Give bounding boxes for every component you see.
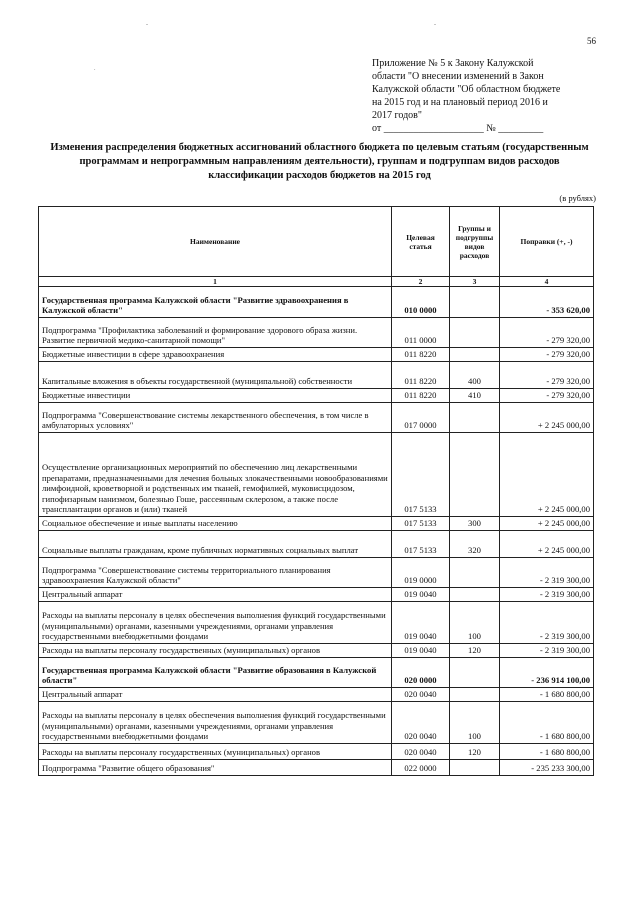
row-expense-group: 400 — [450, 362, 500, 389]
row-target-code: 020 0040 — [392, 744, 450, 760]
row-target-code: 020 0000 — [392, 658, 450, 688]
row-name: Государственная программа Калужской области "Развитие здравоохранения в Калужской области" — [39, 287, 392, 318]
column-number: 1 — [39, 277, 392, 287]
header-name: Наименование — [39, 207, 392, 277]
row-target-code: 017 5133 — [392, 433, 450, 517]
table-body — [39, 287, 594, 776]
row-amount: - 2 319 300,00 — [500, 602, 594, 644]
row-expense-group — [450, 348, 500, 362]
appendix-note — [372, 57, 592, 135]
row-name: Центральный аппарат — [39, 688, 392, 702]
row-name: Социальные выплаты гражданам, кроме публичных нормативных социальных выплат — [39, 531, 392, 558]
row-expense-group: 120 — [450, 644, 500, 658]
page-number: 56 — [587, 36, 596, 46]
row-expense-group — [450, 318, 500, 348]
row-amount: + 2 245 000,00 — [500, 517, 594, 531]
row-expense-group — [450, 588, 500, 602]
row-amount: - 279 320,00 — [500, 318, 594, 348]
row-amount: + 2 245 000,00 — [500, 433, 594, 517]
table-row — [39, 362, 594, 389]
table-row — [39, 531, 594, 558]
table-row — [39, 558, 594, 588]
row-name: Социальное обеспечение и иные выплаты населению — [39, 517, 392, 531]
row-name: Расходы на выплаты персоналу в целях обеспечения выполнения функций государственными (муниципальными) органами, казенными учреждениями, органами управления государственными внебюджетными фондами — [39, 602, 392, 644]
row-target-code: 017 0000 — [392, 403, 450, 433]
row-name: Государственная программа Калужской области "Развитие образования в Калужской области" — [39, 658, 392, 688]
row-target-code: 011 8220 — [392, 389, 450, 403]
row-target-code: 011 8220 — [392, 348, 450, 362]
row-amount: - 2 319 300,00 — [500, 588, 594, 602]
row-target-code: 019 0000 — [392, 558, 450, 588]
row-amount: - 279 320,00 — [500, 348, 594, 362]
row-amount: - 1 680 800,00 — [500, 702, 594, 744]
row-expense-group: 120 — [450, 744, 500, 760]
row-target-code: 010 0000 — [392, 287, 450, 318]
row-expense-group: 100 — [450, 702, 500, 744]
scan-mark: - — [146, 22, 148, 28]
row-name: Бюджетные инвестиции в сфере здравоохранения — [39, 348, 392, 362]
row-amount: - 279 320,00 — [500, 362, 594, 389]
appendix-line: Приложение № 5 к Закону Калужской — [372, 58, 534, 69]
row-name: Капитальные вложения в объекты государственной (муниципальной) собственности — [39, 362, 392, 389]
table-row — [39, 760, 594, 776]
row-target-code: 022 0000 — [392, 760, 450, 776]
row-target-code: 020 0040 — [392, 688, 450, 702]
appendix-line: области "О внесении изменений в Закон — [372, 71, 544, 82]
row-amount: - 2 319 300,00 — [500, 644, 594, 658]
row-name: Расходы на выплаты персоналу государственных (муниципальных) органов — [39, 644, 392, 658]
document-title: Изменения распределения бюджетных ассигнований областного бюджета по целевым статьям (государственным программам и непрограммным направлениям деятельности), группам и подгруппам видов расходов классификации расходов бюджетов на 2015 год — [50, 142, 589, 181]
unit-label: (в рублях) — [559, 193, 596, 203]
row-target-code: 020 0040 — [392, 702, 450, 744]
row-expense-group — [450, 287, 500, 318]
row-target-code: 017 5133 — [392, 517, 450, 531]
table-row — [39, 744, 594, 760]
row-amount: - 279 320,00 — [500, 389, 594, 403]
row-expense-group — [450, 433, 500, 517]
row-target-code: 017 5133 — [392, 531, 450, 558]
header-amount: Поправки (+, -) — [500, 207, 594, 277]
header-group: Группы и подгруппы видов расходов — [450, 207, 500, 277]
column-number: 3 — [450, 277, 500, 287]
table-row — [39, 702, 594, 744]
row-expense-group: 100 — [450, 602, 500, 644]
table-row — [39, 688, 594, 702]
table-row — [39, 433, 594, 517]
row-name: Подпрограмма "Совершенствование системы территориального планирования здравоохранения Калужской области" — [39, 558, 392, 588]
row-amount: + 2 245 000,00 — [500, 531, 594, 558]
row-amount: - 235 233 300,00 — [500, 760, 594, 776]
table-row — [39, 658, 594, 688]
row-target-code: 019 0040 — [392, 602, 450, 644]
row-name: Осуществление организационных мероприятий по обеспечению лиц лекарственными препаратами, предназначенными для лечения больных злокачественными новообразованиями лимфоидной, кроветворной и родственных им тканей, гемофилией, муковисцидозом, гипофизарным нанизмом, болезнью Гоше, рассеянным склерозом, а также после трансплантации органов и (или) тканей — [39, 433, 392, 517]
row-target-code: 011 8220 — [392, 362, 450, 389]
row-name: Центральный аппарат — [39, 588, 392, 602]
row-target-code: 011 0000 — [392, 318, 450, 348]
row-name: Расходы на выплаты персоналу государственных (муниципальных) органов — [39, 744, 392, 760]
row-expense-group: 320 — [450, 531, 500, 558]
budget-table — [38, 206, 594, 776]
row-amount: - 1 680 800,00 — [500, 744, 594, 760]
row-expense-group: 410 — [450, 389, 500, 403]
table-row — [39, 602, 594, 644]
header-code: Целевая статья — [392, 207, 450, 277]
scan-mark: - — [434, 22, 436, 28]
appendix-line: 2017 годов" — [372, 110, 422, 121]
column-number-row — [39, 277, 594, 287]
row-amount: - 2 319 300,00 — [500, 558, 594, 588]
table-row — [39, 517, 594, 531]
table-row — [39, 389, 594, 403]
row-expense-group — [450, 558, 500, 588]
row-amount: - 353 620,00 — [500, 287, 594, 318]
row-target-code: 019 0040 — [392, 644, 450, 658]
row-name: Подпрограмма "Развитие общего образования" — [39, 760, 392, 776]
appendix-line: Калужской области "Об областном бюджете — [372, 84, 561, 95]
table-header-row — [39, 207, 594, 277]
row-expense-group — [450, 658, 500, 688]
row-expense-group — [450, 403, 500, 433]
row-target-code: 019 0040 — [392, 588, 450, 602]
table-row — [39, 287, 594, 318]
row-name: Подпрограмма "Совершенствование системы лекарственного обеспечения, в том числе в амбулаторных условиях" — [39, 403, 392, 433]
date-number-line: от ____________________ № _________ — [372, 123, 544, 134]
appendix-line: на 2015 год и на плановый период 2016 и — [372, 97, 548, 108]
row-amount: - 236 914 100,00 — [500, 658, 594, 688]
row-name: Бюджетные инвестиции — [39, 389, 392, 403]
row-amount: - 1 680 800,00 — [500, 688, 594, 702]
row-name: Подпрограмма "Профилактика заболеваний и формирование здорового образа жизни. Развитие первичной медико-санитарной помощи" — [39, 318, 392, 348]
row-expense-group — [450, 688, 500, 702]
row-expense-group: 300 — [450, 517, 500, 531]
table-row — [39, 588, 594, 602]
row-name: Расходы на выплаты персоналу в целях обеспечения выполнения функций государственными (муниципальными) органами, казенными учреждениями, органами управления государственными внебюджетными фондами — [39, 702, 392, 744]
scan-mark: . — [94, 66, 96, 72]
row-amount: + 2 245 000,00 — [500, 403, 594, 433]
row-expense-group — [450, 760, 500, 776]
table-row — [39, 644, 594, 658]
table-row — [39, 403, 594, 433]
table-row — [39, 348, 594, 362]
column-number: 4 — [500, 277, 594, 287]
column-number: 2 — [392, 277, 450, 287]
table-row — [39, 318, 594, 348]
